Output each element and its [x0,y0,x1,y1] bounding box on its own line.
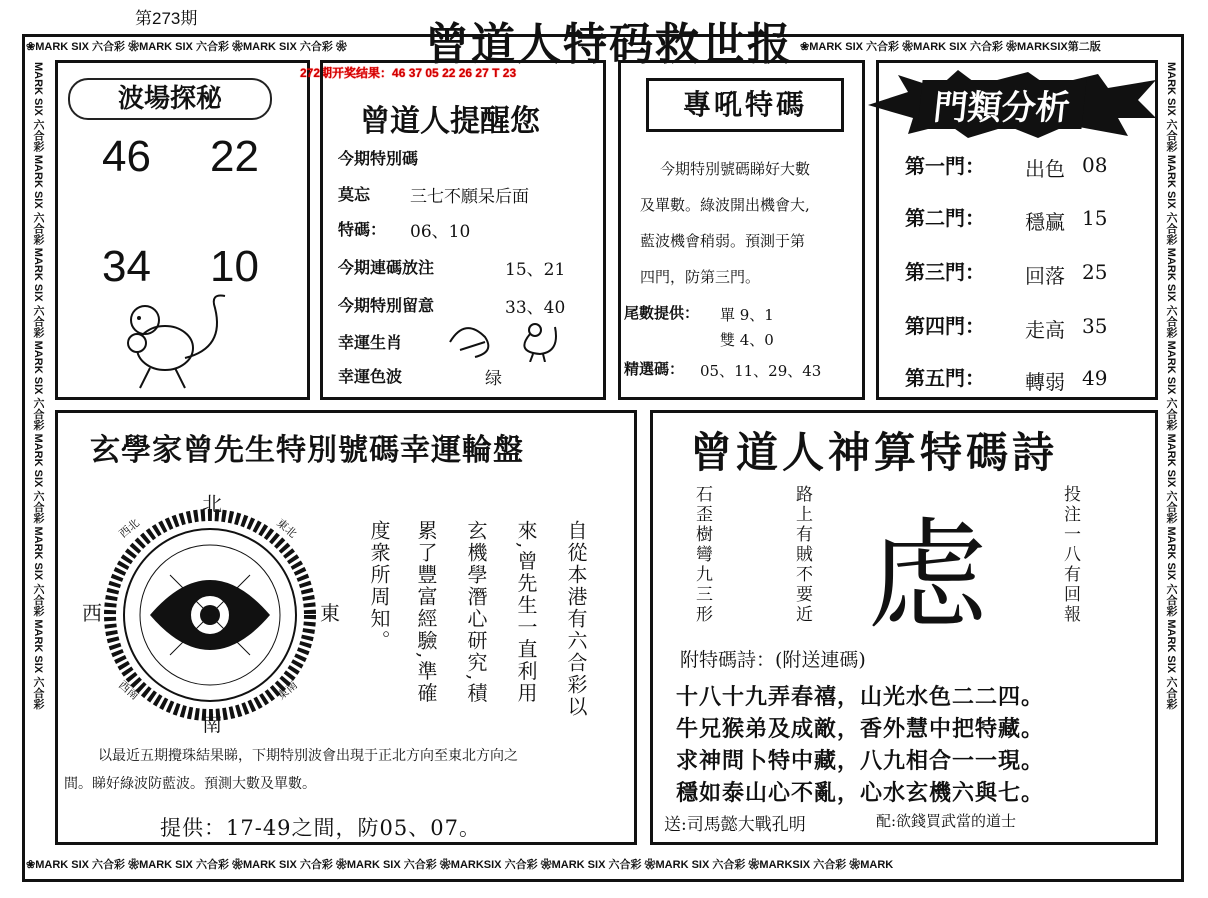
compass-sw: 西南 [116,678,142,703]
wheel-note: 間。睇好綠波防藍波。預測大數及單數。 [64,776,316,792]
wheel-offer: 提供：17-49之間，防05、07。 [160,816,481,840]
poem-column: 投注一八有回報 [1060,485,1080,625]
gate-desc: 穩赢 [1025,210,1065,234]
reminder-value: 06、10 [410,222,471,242]
wheel-note: 以最近五期攪珠結果睇，下期特別波會出現于正北方向至東北方向之 [98,748,518,764]
zhuanfan-line: 今期特別號碼睇好大數 [660,160,811,178]
wheel-text-column: 累了豐富經驗,準確 [414,520,438,705]
compass-south: 南 [202,712,222,736]
band-right: MARK SIX 六合彩 MARK SIX 六合彩 MARK SIX 六合彩 MARK SIX 六合彩 MARK SIX 六合彩 MARK SIX 六合彩 MARK SIX 六合彩 [1165,62,1177,710]
wheel-text-column: 度衆所周知。 [367,520,391,652]
gate-name: 第二門： [905,206,985,230]
gate-name: 第一門： [905,154,985,178]
wave-title: 波場探秘 [68,78,272,120]
compass-north: 北 [202,492,222,516]
zhuanfan-line: 及單數。綠波開出機會大, [640,196,810,214]
poem-column: 路上有賊不要近 [792,485,812,625]
gate-num: 08 [1082,153,1108,177]
poem-subtitle: 附特碼詩：(附送連碼) [680,649,866,671]
tail-single: 單 9、1 [720,306,774,324]
band-bottom: ❀MARK SIX 六合彩 ❀MARK SIX 六合彩 ❀MARK SIX 六合彩 ❀MARK SIX 六合彩 ❀MARKSIX 六合彩 ❀MARK SIX 六合彩 ❀MARK SIX 六合彩 ❀MARKSIX 六合彩 ❀MARK [26,859,894,871]
compass-se: 東南 [274,678,300,703]
wave-number: 46 [102,132,151,181]
wave-number: 10 [210,242,259,291]
zhuanfan-title: 專吼特碼 [646,78,844,132]
reminder-value: 15、21 [505,260,566,280]
reminder-label: 今期連碼放注 [338,258,435,277]
big-char: 虑 [868,507,988,646]
poem-column: 石歪樹彎九三形 [692,485,712,625]
poem-footer-left: 送:司馬懿大戰孔明 [664,815,806,835]
categories-title: 門類分析 [917,80,1086,129]
reminder-label: 莫忘 [338,185,371,204]
poem-footer-right: 配:欲錢買武當的道士 [876,812,1017,830]
wheel-text-column: 自從本港有六合彩以 [564,520,588,718]
gate-num: 15 [1082,206,1108,230]
reminder-label: 今期特別留意 [338,296,435,315]
poem-line: 十八十九弄春禧，山光水色二二四。 [676,684,1045,710]
reminder-label: 幸運色波 [338,367,403,386]
reminder-label: 今期特別碼 [338,149,419,168]
compass-nw: 西北 [116,516,142,541]
wheel-text-column: 來,曾先生一直利用 [514,520,538,705]
poem-line: 求神問卜特中藏，八九相合一一現。 [676,748,1045,774]
draw-result: 272期开奖结果：46 37 05 22 26 27 T 23 [300,66,517,80]
band-top-right: ❀MARK SIX 六合彩 ❀MARK SIX 六合彩 ❀MARKSIX第二版 [800,41,1101,53]
zodiac-icon [445,312,565,362]
compass-west: 西 [82,601,102,625]
select-label: 精選碼： [624,360,685,378]
gate-desc: 走高 [1025,318,1065,342]
issue-number: 第273期 [135,9,198,28]
poem-title: 曾道人神算特碼詩 [690,428,1059,477]
reminder-label: 特碼： [338,220,387,239]
reminder-title: 曾道人提醒您 [360,104,540,139]
gate-name: 第五門： [905,366,985,390]
compass-ne: 東北 [274,516,300,541]
poem-line: 穩如泰山心不亂，心水玄機六與七。 [676,780,1045,806]
gate-desc: 出色 [1025,157,1065,181]
band-left: MARK SIX 六合彩 MARK SIX 六合彩 MARK SIX 六合彩 MARK SIX 六合彩 MARK SIX 六合彩 MARK SIX 六合彩 MARK SIX 六合彩 [32,62,44,710]
gate-desc: 回落 [1025,264,1065,288]
reminder-value: 三七不願呆后面 [410,187,529,207]
wave-number: 34 [102,242,151,291]
monkey-icon [115,288,245,393]
page-title: 曾道人特码救世报 [425,19,793,70]
gate-name: 第三門： [905,260,985,284]
compass-east: 東 [320,601,340,625]
wave-number: 22 [210,132,259,181]
band-top-left: ❀MARK SIX 六合彩 ❀MARK SIX 六合彩 ❀MARK SIX 六合彩 ❀ [26,41,347,53]
wheel-text-column: 玄機學潛心研究,積 [464,520,488,705]
reminder-label: 幸運生肖 [338,333,403,352]
gate-num: 25 [1082,260,1108,284]
gate-desc: 轉弱 [1025,370,1065,394]
wheel-title: 玄學家曾先生特別號碼幸運輪盤 [90,433,524,468]
reminder-value: 绿 [485,369,502,389]
tail-double: 雙 4、0 [720,331,774,349]
zhuanfan-line: 四門，防第三門。 [640,268,761,286]
tail-label: 尾數提供： [624,304,700,322]
zhuanfan-line: 藍波機會稍弱。預測于第 [640,232,806,250]
gate-num: 49 [1082,366,1108,390]
poem-line: 牛兄猴弟及成敵，香外慧中把特藏。 [676,716,1045,742]
select-value: 05、11、29、43 [700,362,822,380]
gate-num: 35 [1082,314,1108,338]
gate-name: 第四門： [905,314,985,338]
reminder-value: 33、40 [505,298,566,318]
